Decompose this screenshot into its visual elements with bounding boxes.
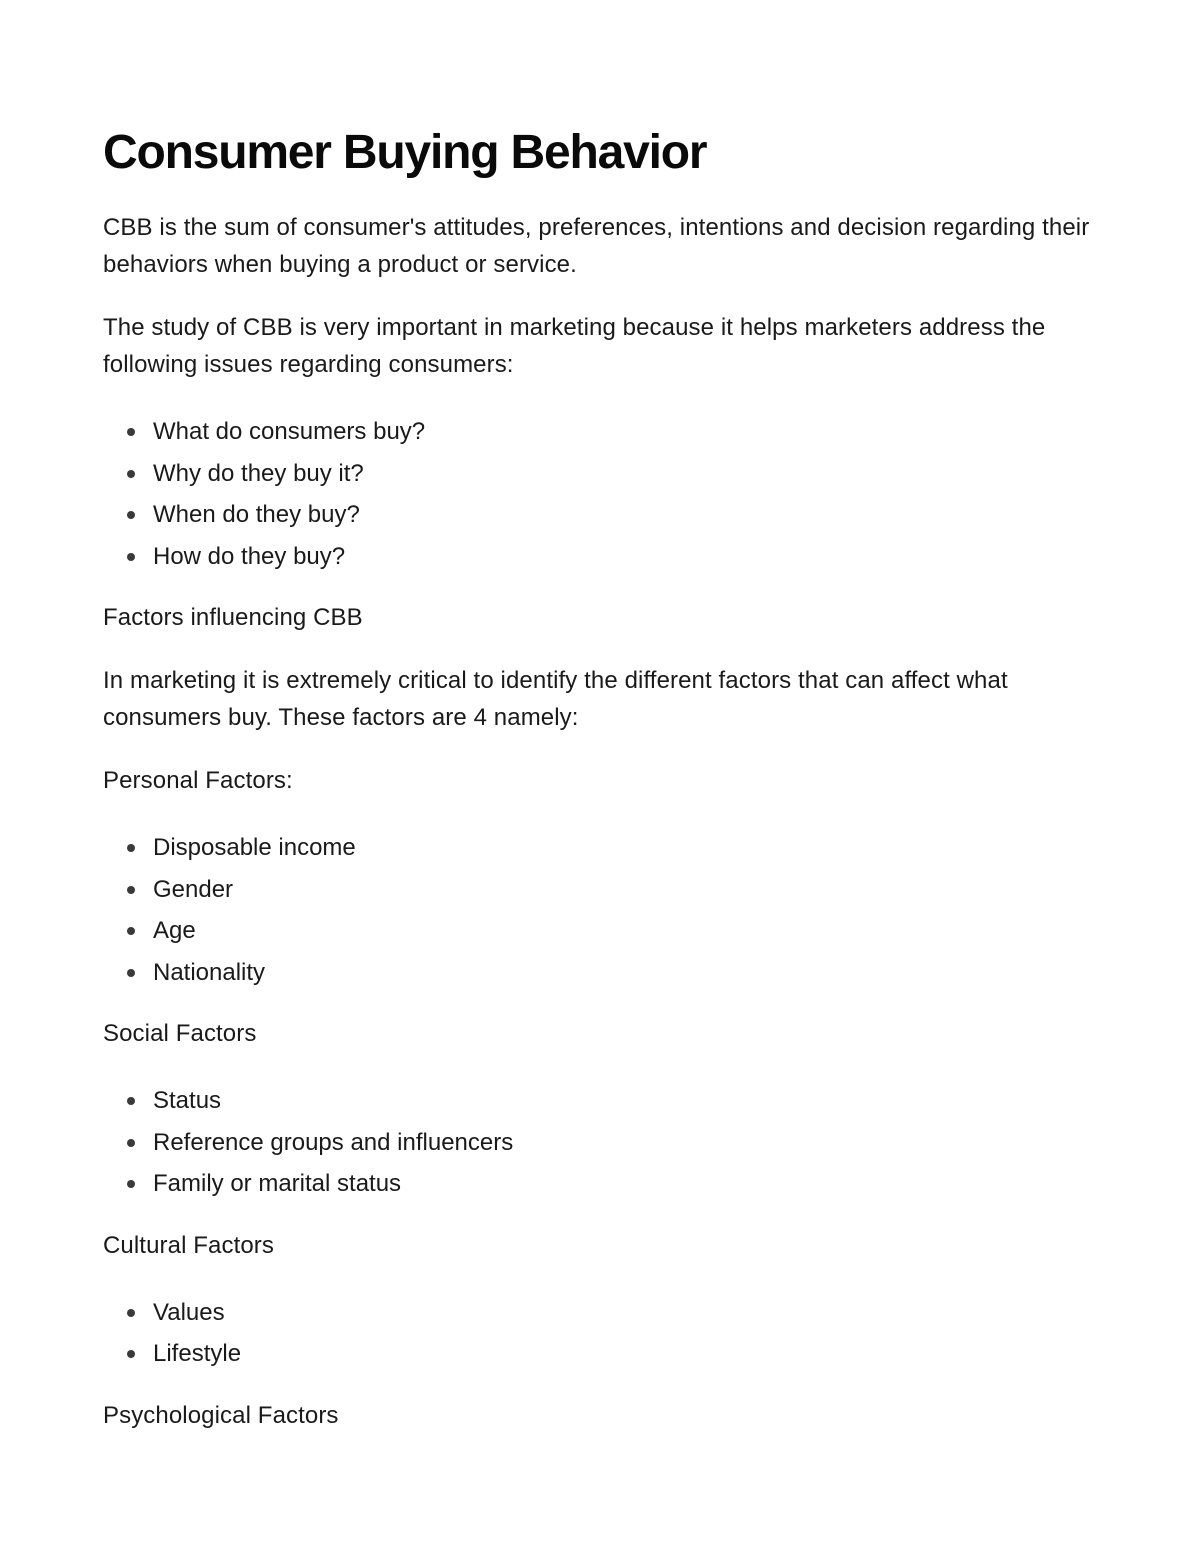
list-item: Gender bbox=[103, 869, 1113, 911]
cultural-factors-heading: Cultural Factors bbox=[103, 1231, 274, 1259]
bullet-icon bbox=[127, 470, 135, 478]
psychological-factors-heading: Psychological Factors bbox=[103, 1401, 339, 1429]
factors-intro-paragraph: In marketing it is extremely critical to identify the different factors that can affect what consumers buy. These factors are 4 namely: bbox=[103, 667, 1008, 731]
social-factors-heading: Social Factors bbox=[103, 1020, 257, 1047]
list-item: Status bbox=[103, 1080, 1113, 1122]
bullet-icon bbox=[127, 428, 135, 436]
bullet-icon bbox=[127, 1097, 135, 1105]
list-item: When do they buy? bbox=[103, 494, 1113, 536]
page-title: Consumer Buying Behavior bbox=[103, 126, 707, 179]
social-factors-list bbox=[103, 1080, 1113, 1205]
bullet-icon bbox=[127, 969, 135, 977]
questions-list bbox=[103, 411, 1113, 577]
list-item: Age bbox=[103, 910, 1113, 952]
bullet-icon bbox=[127, 886, 135, 894]
intro-paragraph-importance: The study of CBB is very important in marketing because it helps marketers address the following issues regarding consumers: bbox=[103, 314, 1046, 378]
personal-factors-heading: Personal Factors: bbox=[103, 767, 293, 794]
list-item: Why do they buy it? bbox=[103, 453, 1113, 495]
bullet-icon bbox=[127, 1309, 135, 1317]
bullet-icon bbox=[127, 1139, 135, 1147]
list-item: Lifestyle bbox=[103, 1333, 1113, 1375]
bullet-icon bbox=[127, 511, 135, 519]
list-item: Nationality bbox=[103, 952, 1113, 994]
list-item: What do consumers buy? bbox=[103, 411, 1113, 453]
list-item: Reference groups and influencers bbox=[103, 1122, 1113, 1164]
intro-paragraph-definition: CBB is the sum of consumer's attitudes, preferences, intentions and decision regarding their behaviors when buying a product or service. bbox=[103, 214, 1090, 278]
bullet-icon bbox=[127, 553, 135, 561]
factors-heading: Factors influencing CBB bbox=[103, 604, 363, 631]
document-page bbox=[103, 120, 1113, 1434]
list-item: Disposable income bbox=[103, 827, 1113, 869]
cultural-factors-list bbox=[103, 1292, 1113, 1375]
bullet-icon bbox=[127, 844, 135, 852]
list-item: Values bbox=[103, 1292, 1113, 1334]
bullet-icon bbox=[127, 1350, 135, 1358]
personal-factors-list bbox=[103, 827, 1113, 993]
list-item: How do they buy? bbox=[103, 536, 1113, 578]
list-item: Family or marital status bbox=[103, 1163, 1113, 1205]
bullet-icon bbox=[127, 927, 135, 935]
bullet-icon bbox=[127, 1180, 135, 1188]
